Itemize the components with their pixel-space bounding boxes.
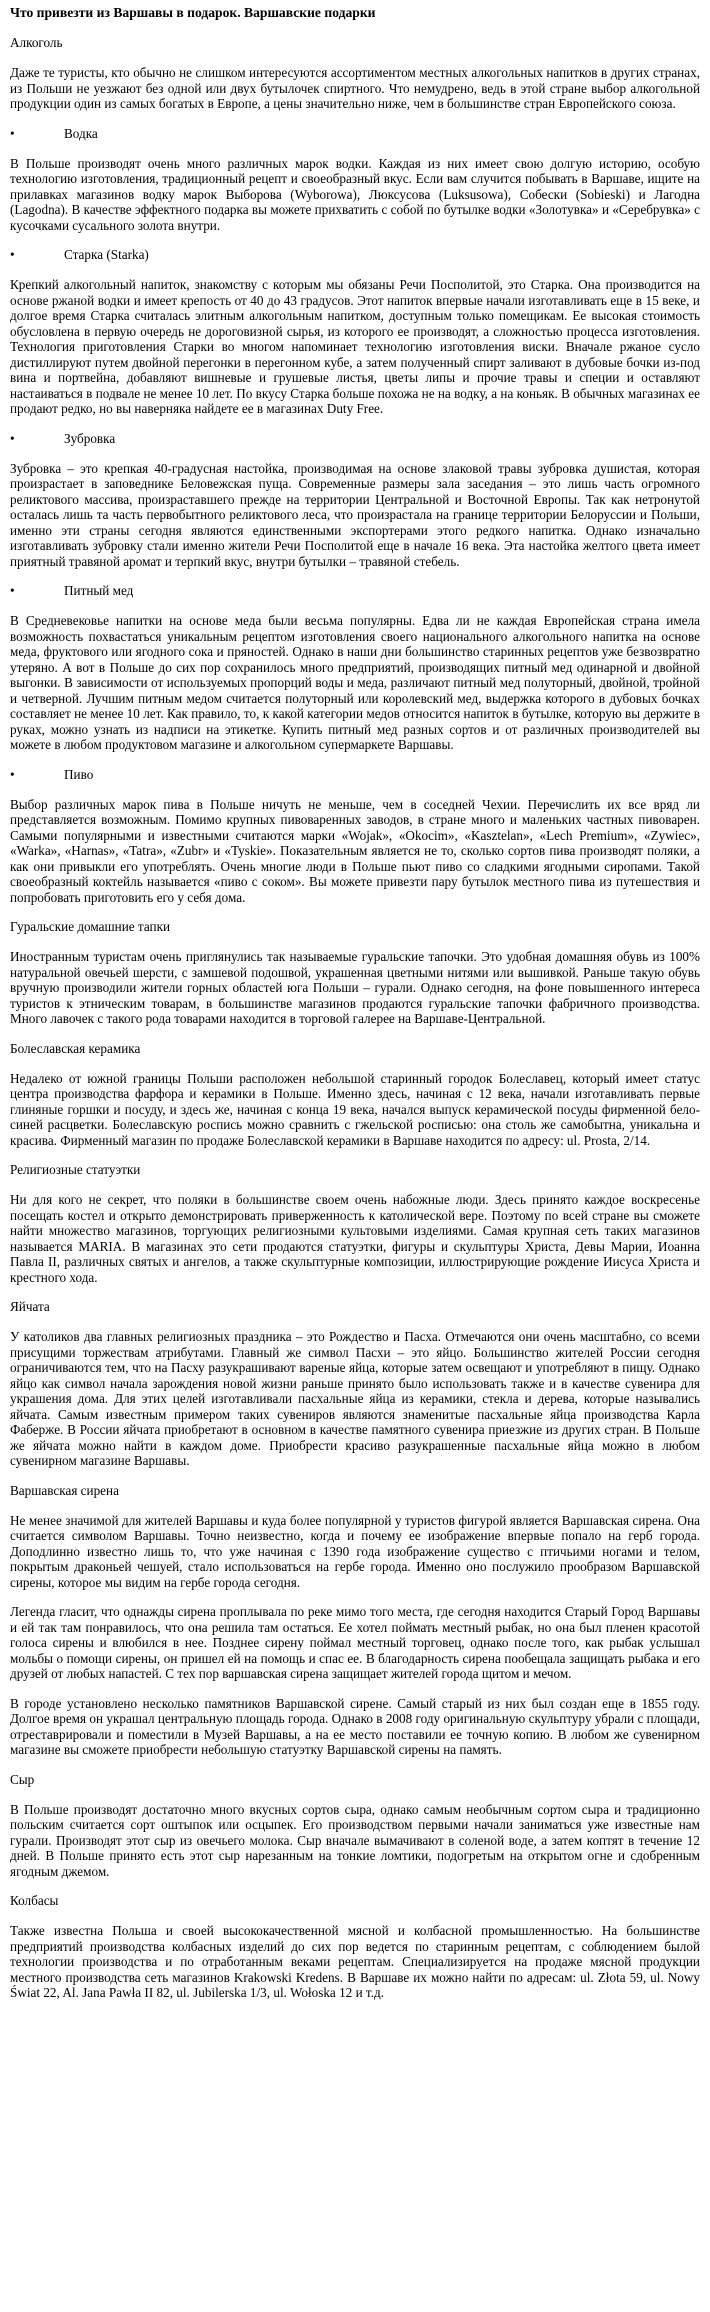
paragraph: Недалеко от южной границы Польши расположен небольшой старинный городок Болеславец, который имеет статус центра производства фарфора и керамики в Польше. Именно здесь, начиная с 12 века, начали изготавливать первые глиняные горшки и посуду, и здесь же, начиная с конца 19 века, начался выпуск керамической посуды фирменной бело-синей расцветки. Болеславскую роспись можно сравнить с гжельской росписью: она столь же самобытна, уникальна и красива. Фирменный магазин по продаже Болеславской керамики в Варшаве находится по адресу: ul. Prosta, 2/14.	[10, 1070, 700, 1148]
paragraph: Не менее значимой для жителей Варшавы и куда более популярной у туристов фигурой является Варшавская сирена. Она считается символом Варшавы. Точно неизвестно, когда и почему ее изображение впервые попало на герб города. Доподлинно известно лишь то, что уже начиная с 1390 года изображение существо с птичьими ногами и телом, покрытым драконьей чешуей, стало использоваться на гербе города. Именно оно послужило прообразом Варшавской сирены, которое мы видим на гербе города сегодня.	[10, 1512, 700, 1590]
paragraph: Выбор различных марок пива в Польше ничуть не меньше, чем в соседней Чехии. Перечислить их все вряд ли представляется возможным. Помимо крупных пивоваренных заводов, в стране много и маленьких частных пивоварен. Самыми популярными и известными считаются марки «Wojak», «Okocim», «Kasztelan», «Lech Premium», «Zywiec», «Warka», «Harnas», «Tatra», «Zubr» и «Tyskie». Показательным является не то, сколько сортов пива производят поляки, а как они привыкли его употреблять. Очень многие люди в Польше пьют пиво со сладкими ягодными сиропами. Такой своеобразный коктейль называется «пиво с соком». Вы можете привезти пару бутылок местного пива из путешествия и попробовать приготовить его у себя дома.	[10, 796, 700, 905]
bullet-icon: •	[10, 247, 15, 262]
bullet-icon: •	[10, 430, 15, 446]
paragraph: Также известна Польша и своей высококачественной мясной и колбасной промышленностью. На большинстве предприятий производства колбасных изделий до сих пор ведется по старинным рецептам, с соблюдением былой технологии производства и по отработанным веками рецептам. Специализируется на продаже мясной продукции местного производства сеть магазинов Krakowski Kredens. В Варшаве их можно найти по адресам: ul. Złota 59, ul. Nowy Świat 22, Al. Jana Pawła II 82, ul. Jubilerska 1/3, ul. Wołoska 12 и т.д.	[10, 1923, 700, 2000]
bullet-icon: •	[10, 766, 15, 782]
section-heading: Колбасы	[10, 1893, 59, 1908]
bullet-label: Зубровка	[64, 430, 116, 446]
bullet-item	[10, 431, 700, 447]
article-body	[10, 35, 700, 2001]
section-heading: Болеславская керамика	[10, 1040, 141, 1056]
paragraph: В Польше производят очень много различных марок водки. Каждая из них имеет свою долгую историю, особую технологию изготовления, традиционный рецепт и своеобразный вкус. Если вам случится побывать в Варшаве, ищите на прилавках магазинов водку марок Выборова (Wyborowa), Люксусова (Luksusowa), Собески (Sobieski) и Лагодна (Lagodna). В качестве эффектного подарка вы можете прихватить с собой по бутылке водки «Золотувка» и «Серебрувка» с кусочками сусального золота внутри.	[10, 155, 700, 233]
section-heading: Религиозные статуэтки	[10, 1162, 141, 1177]
bullet-label: Пиво	[64, 766, 94, 782]
section-heading: Гуральские домашние тапки	[10, 919, 171, 934]
paragraph: В городе установлено несколько памятников Варшавской сирене. Самый старый из них был создан еще в 1855 году. Долгое время он украшал центральную площадь города. Однако в 2008 году оригинальную скульптуру убрали с площади, отреставрировали и поместили в Музей Варшавы, а на ее место поставили ее точную копию. В любом же сувенирном магазине вы сможете приобрести небольшую статуэтку Варшавской сирены на память.	[10, 1695, 700, 1757]
bullet-item	[10, 767, 700, 783]
paragraph: В Польше производят достаточно много вкусных сортов сыра, однако самым необычным сортом сыра и традиционно польским считается сорт оштыпок или осцыпек. Его производством первыми начали заниматься уже известные нам гурали. Производят этот сыр из овечьего молока. Сыр вначале вымачивают в соленой воде, а затем коптят в течение 12 дней. В Польше принято есть этот сыр нарезанным на тонкие ломтики, подогретым на открытом огне и сдобренным ягодным джемом.	[10, 1801, 700, 1879]
paragraph: Иностранным туристам очень приглянулись так называемые гуральские тапочки. Это удобная домашняя обувь из 100% натуральной овечьей шерсти, с замшевой подошвой, украшенная цветными нитями или вышивкой. Раньше такую обувь вручную производили жители горных областей юга Польши – гурали. Однако сегодня, на фоне повышенного интереса туристов к этническим товарам, в большинстве магазинов продаются гуральские тапочки фабричного производства. Много лавочек с такого рода товарами находится в торговой галерее на Варшаве-Центральной.	[10, 949, 700, 1026]
bullet-icon: •	[10, 583, 15, 598]
section-heading: Алкоголь	[10, 35, 63, 50]
bullet-item	[10, 126, 700, 142]
bullet-label: Питный мед	[64, 583, 134, 598]
bullet-item	[10, 583, 700, 599]
bullet-item	[10, 247, 700, 263]
paragraph: Зубровка – это крепкая 40-градусная настойка, производимая на основе злаковой травы зубровка душистая, которая произрастает в заповеднике Беловежская пуща. Современные размеры зала заседания – это лишь часть огромного реликтового массива, произраставшего прежде на территории Центральной и Восточной Европы. Так как нетронутой осталась лишь та часть первобытного реликтового леса, что произрастала на границе территории Белоруссии и Польши, именно эти страны сегодня являются единственными экспортерами этого редкого напитка. Однако изначально изготавливать зубровку стали именно жители Речи Посполитой еще в начале 16 века. Эта настойка желтого цвета имеет приятный травяной аромат и терпкий вкус, внутри бутылки – травяной стебель.	[10, 460, 700, 569]
paragraph: Легенда гласит, что однажды сирена проплывала по реке мимо того места, где сегодня находится Старый Город Варшавы и ей так там понравилось, что она решила там остаться. Ее хотел поймать местный рыбак, но она был пленен красотой голоса сирены и влюбился в нее. Позднее сирену поймал местный торговец, однако после того, как рыбак услышал мольбы о помощи сирены, он пришел ей на помощь и спас ее. В благодарность сирена пообещала защищать рыбака и его друзей от любых напастей. С тех пор варшавская сирена защищает жителей города щитом и мечом.	[10, 1604, 700, 1681]
paragraph: В Средневековье напитки на основе меда были весьма популярны. Едва ли не каждая Европейская страна имела возможность похвастаться уникальным рецептом изготовления своего национального алкогольного напитка на основе меда, фруктового или ягодного сока и пряностей. Однако в наши дни большинство старинных рецептов уже безвозвратно утеряно. А вот в Польше до сих пор сохранилось много предприятий, производящих питный мед одинарной и двойной выгонки. В зависимости от используемых пропорций воды и меда, различают питный мед полуторный, двойной, тройной и четверной. Лучшим питным медом считается полуторный или королевский мед, выдержка которого в дубовых бочках составляет не менее 10 лет. Как правило, то, к какой категории медов относится напиток в бутылке, которую вы держите в руках, можно узнать из надписи на этикетке. Купить питный мед разных сортов и от различных производителей вы можете в любом продуктовом магазине и алкогольном супермаркете Варшавы.	[10, 613, 700, 752]
bullet-label: Водка	[64, 125, 98, 141]
section-heading: Яйчата	[10, 1299, 50, 1314]
paragraph: Ни для кого не секрет, что поляки в большинстве своем очень набожные люди. Здесь принято каждое воскресенье посещать костел и открыто демонстрировать приверженность к католической вере. Поэтому по всей стране вы сможете найти множество магазинов, торгующих религиозными культовыми изделиями. Самая крупная сеть таких магазинов называется MARIA. В магазинах это сети продаются статуэтки, фигуры и скульптуры Христа, Девы Марии, Иоанна Павла II, различных святых и ангелов, а также скульптурные композиции, иллюстрирующие рождение Иисуса Христа и крестного хода.	[10, 1192, 700, 1285]
paragraph: Даже те туристы, кто обычно не слишком интересуются ассортиментом местных алкогольных напитков в других странах, из Польши не уезжают без одной или двух бутылочек спиртного. Что немудрено, ведь в этой стране выбор алкогольной продукции один из самых богатых в Европе, а цены значительно ниже, чем в большинстве стран Европейского союза.	[10, 65, 700, 111]
bullet-icon: •	[10, 125, 15, 141]
paragraph: У католиков два главных религиозных праздника – это Рождество и Пасха. Отмечаются они очень масштабно, со всеми присущими торжествам атрибутами. Главный же символ Пасхи – это яйцо. Большинство жителей России сегодня ограничиваются тем, что на Пасху разукрашивают вареные яйца, которые затем освещают и употребляют в пищу. Однако яйцо как символ начала зарождения новой жизни раньше принято было использовать также и в качестве сувенира для украшения дома. Для этих целей изготавливали пасхальные яйца из керамики, стекла и дерева, которые назывались яйчата. Самым известным примером таких сувениров являются знаменитые пасхальные яйца производства Карла Фаберже. В России яйчата приобретают в основном в качестве памятного сувенира приезжие из других стран. В Польше же яйчата можно найти в каждом доме. Приобрести красиво разукрашенные пасхальные яйца можно в любом сувенирном магазине Варшавы.	[10, 1329, 700, 1468]
bullet-label: Старка (Starka)	[64, 247, 149, 262]
paragraph: Крепкий алкогольный напиток, знакомству с которым мы обязаны Речи Посполитой, это Старка. Она производится на основе ржаной водки и имеет крепость от 40 до 43 градусов. Этот напиток впервые начали изготавливать еще в 15 веке, и долгое время Старка считалась элитным алкогольным напитком, доступным только помещикам. Ее высокая стоимость обусловлена в первую очередь не дороговизной сырья, из которого ее производят, а сложностью процесса изготовления. Технология приготовления Старки во многом напоминает технологию изготовления виски. Вначале ржаное сусло дистиллируют путем двойной перегонки в перегонном кубе, а затем полученный спирт заливают в дубовые бочки из-под вина и портвейна, добавляют вишневые и грушевые листья, цветы липы и прочие травы и специи и оставляют настаиваться в подвале не менее 10 лет. По вкусу Старка больше похожа не на водку, а на коньяк. В обычных магазинах ее продают редко, но вы наверняка найдете ее в магазинах Duty Free.	[10, 277, 700, 416]
page-title: Что привезти из Варшавы в подарок. Варшавские подарки	[10, 5, 376, 20]
section-heading: Сыр	[10, 1771, 35, 1787]
section-heading: Варшавская сирена	[10, 1482, 119, 1498]
